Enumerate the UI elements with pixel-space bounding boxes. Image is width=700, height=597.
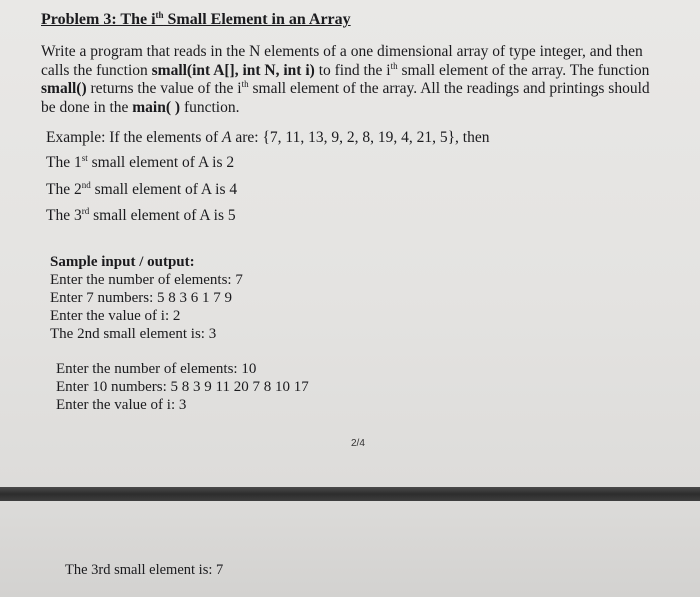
- document-page-bottom: [0, 501, 700, 597]
- page-divider: [0, 487, 700, 501]
- example-intro: Example: If the elements of A are: {7, 11, 13, 9, 2, 8, 19, 4, 21, 5}, then: [46, 129, 490, 146]
- sample-heading: Sample input / output:: [50, 254, 195, 270]
- sample-result-2: The 3rd small element is: 7: [65, 562, 224, 578]
- problem-description: Write a program that reads in the N elements of a one dimensional array of type integer, and then calls the function small(int A[], int N, int i) to find the $i^{th}$ small element of the array. The function small() returns the value of the $i^{th}$ small element of the array. All the readings and printings should be done in the main( ) function.: [41, 43, 650, 116]
- sample-block-2: Enter the number of elements: 10 Enter 10 numbers: 5 8 3 9 11 20 7 8 10 17 Enter the value of i: 3: [56, 361, 309, 413]
- example-result-3: The 3rd small element of A is 5: [46, 206, 236, 224]
- sample-block-1: Sample input / output: Enter the number of elements: 7 Enter 7 numbers: 5 8 3 6 1 7 9 Enter the value of i: 2 The 2nd small element is: 3: [50, 254, 243, 342]
- problem-title: Problem 3: The $i^{th}$ Small Element in an Array: [41, 10, 351, 28]
- example-result-2: The 2nd small element of A is 4: [46, 180, 238, 198]
- page-number: 2/4: [351, 438, 365, 449]
- example-result-1: The 1st small element of A is 2: [46, 153, 235, 171]
